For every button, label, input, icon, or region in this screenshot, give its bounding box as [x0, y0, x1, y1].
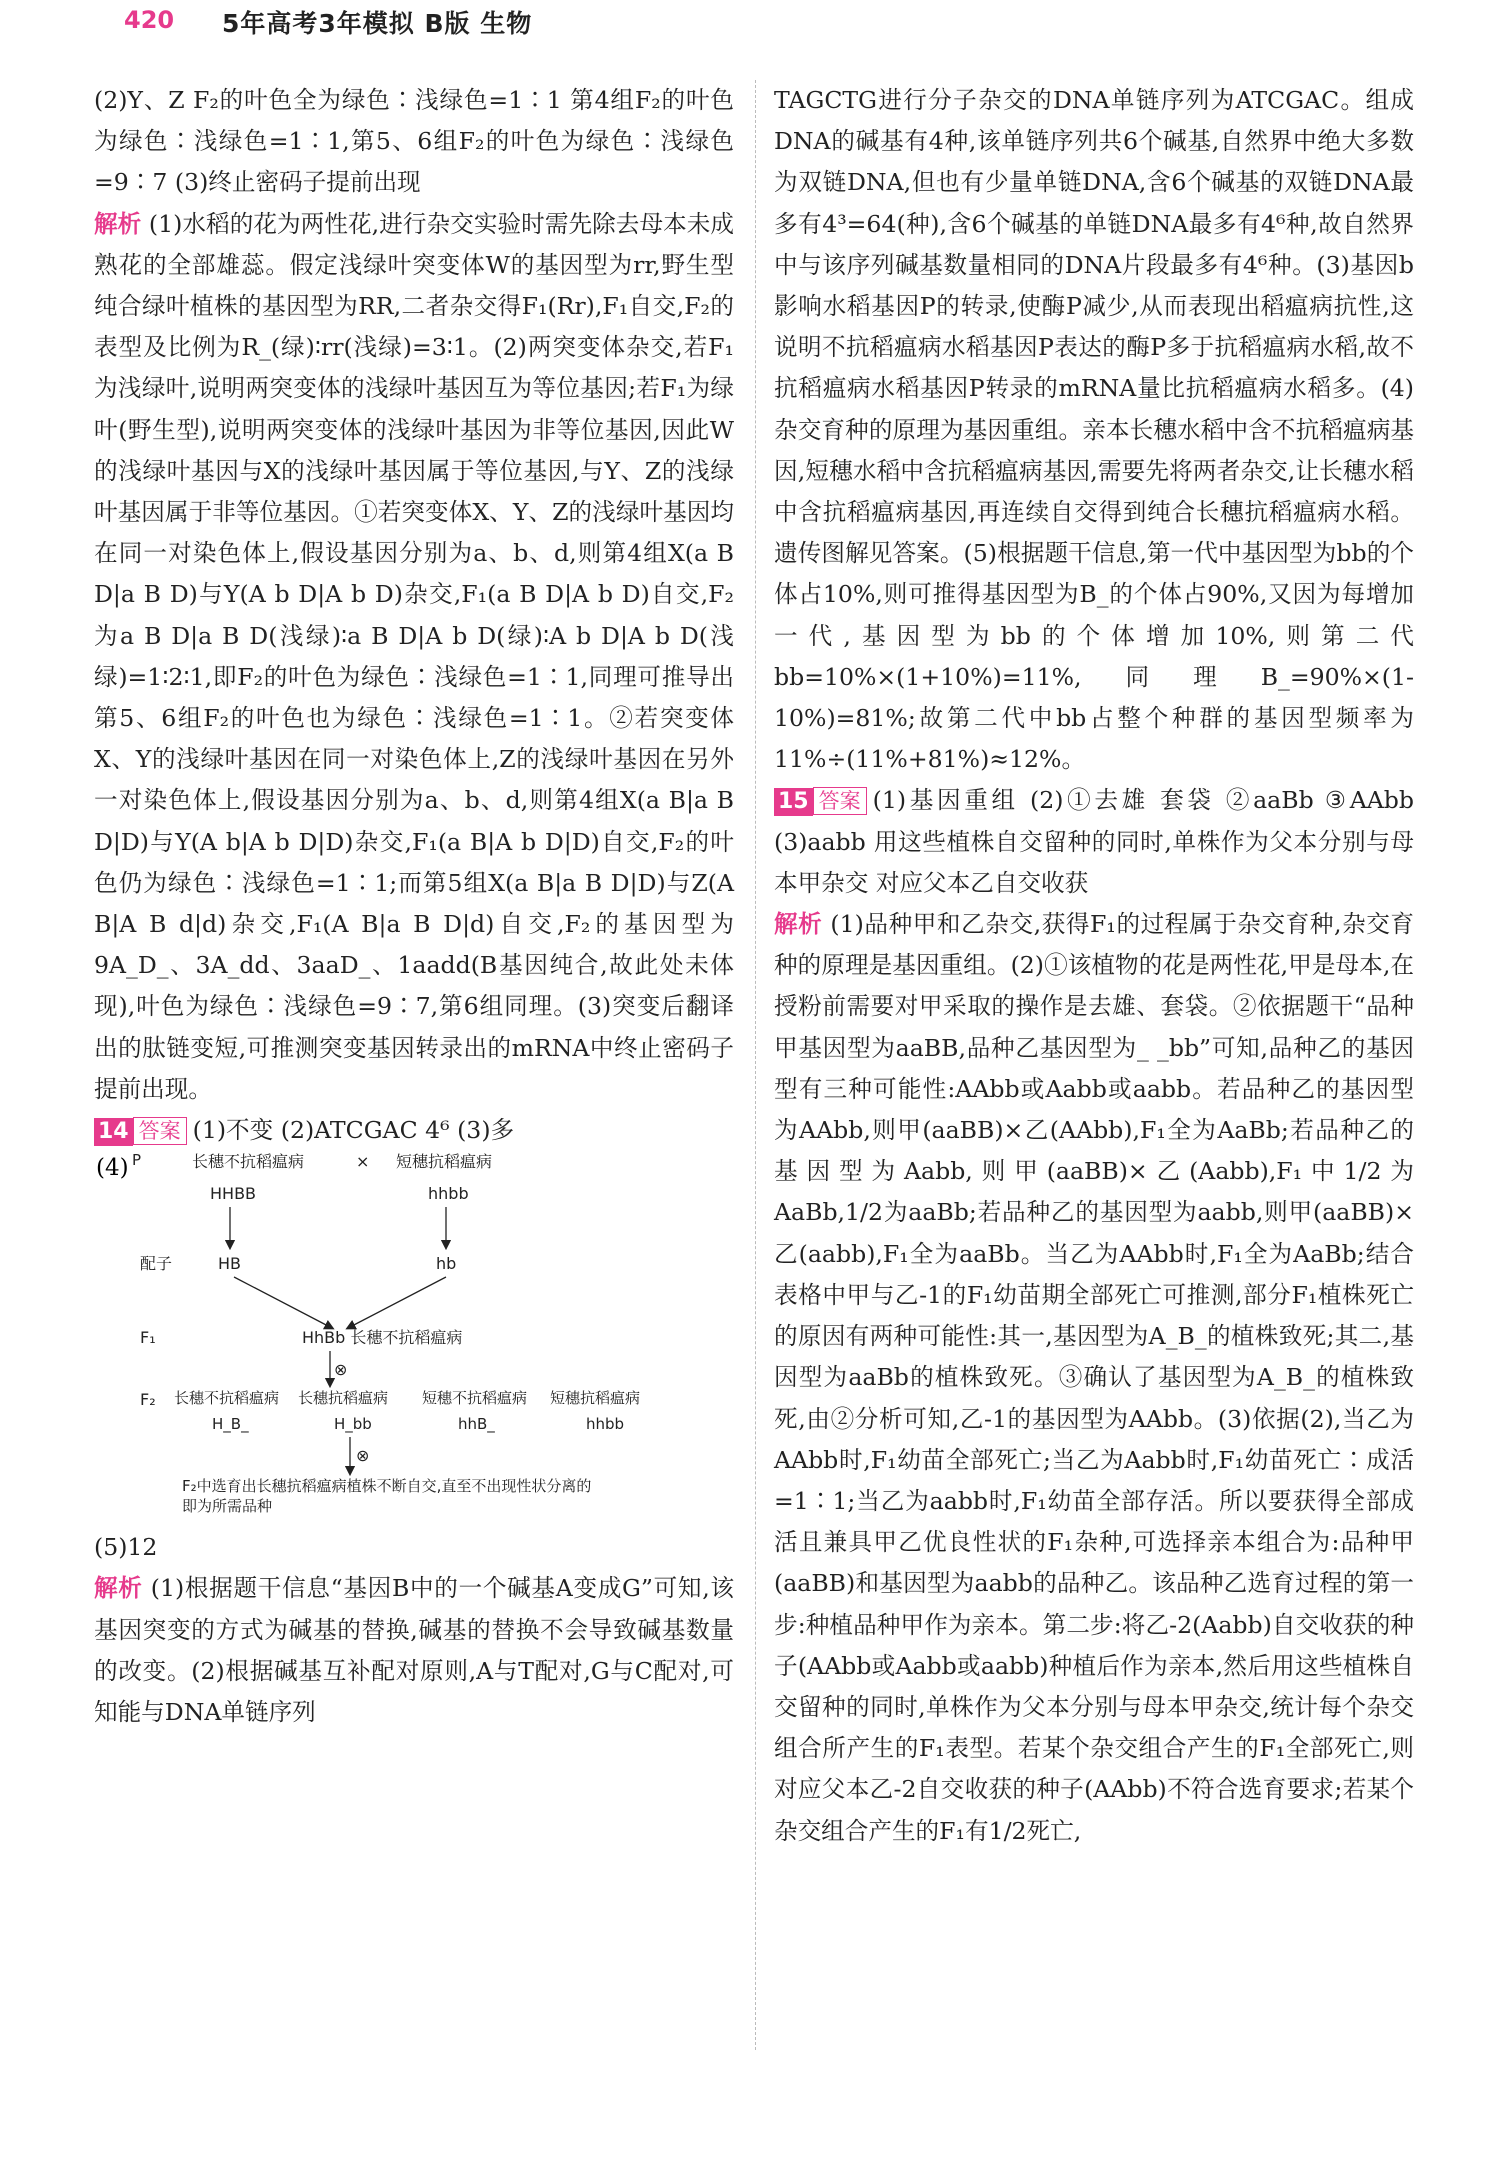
explanation-paragraph-2 — [94, 1568, 734, 1733]
explanation-label-3: 解析 — [774, 910, 823, 939]
q15-number-badge: 15 — [774, 788, 813, 816]
explanation-paragraph-3 — [774, 904, 1414, 1852]
arrow-gamete1-f1 — [234, 1277, 330, 1327]
explanation-label-2: 解析 — [94, 1574, 143, 1603]
f2-genotype-4: hhbb — [586, 1415, 625, 1434]
q14-answer-text: (1)不变 (2)ATCGAC 4⁶ (3)多 — [192, 1116, 515, 1145]
right-column — [774, 80, 1414, 1852]
selection-note-line2: 即为所需品种 — [182, 1497, 273, 1516]
q14-answer-label: 答案 — [133, 1117, 187, 1145]
cross-symbol: × — [356, 1153, 370, 1172]
f2-phenotype-3: 短穗不抗稻瘟病 — [422, 1389, 528, 1408]
page-number: 420 — [124, 6, 175, 34]
gamete2: hb — [436, 1254, 457, 1274]
left-column — [94, 80, 734, 1733]
explanation-label: 解析 — [94, 209, 142, 238]
f2-phenotype-4: 短穗抗稻瘟病 — [550, 1389, 641, 1408]
f2-genotype-3: hhB_ — [458, 1415, 495, 1434]
p-generation-label: P — [132, 1153, 142, 1170]
q15-answer-label: 答案 — [813, 787, 867, 815]
f2-phenotype-1: 长穗不抗稻瘟病 — [174, 1389, 280, 1408]
gamete-label: 配子 — [140, 1254, 173, 1274]
q14-answer-line — [94, 1110, 734, 1151]
parent2-phenotype: 短穗抗稻瘟病 — [396, 1153, 493, 1172]
f2-genotype-1: H_B_ — [212, 1415, 249, 1434]
self-cross-symbol: ⊗ — [334, 1360, 348, 1380]
f1-genotype-phenotype: HhBb 长穗不抗稻瘟病 — [302, 1328, 463, 1348]
f2-genotype-2: H_bb — [334, 1415, 372, 1434]
explanation-text: (1)水稻的花为两性花,进行杂交实验时需先除去母本未成熟花的全部雄蕊。假定浅绿叶突变体W的基因型为rr,野生型纯合绿叶植株的基因型为RR,二者杂交得F₁(Rr),F₁自交,F₂的表型及比例为R_(绿)∶rr(浅绿)=3∶1。(2)两突变体杂交,若F₁为浅绿叶,说明两突变体的浅绿叶基因互为等位基因;若F₁为绿叶(野生型),说明两突变体的浅绿叶基因为非等位基因,因此W的浅绿叶基因与X的浅绿叶基因属于等位基因,与Y、Z的浅绿叶基因属于非等位基因。①若突变体X、Y、Z的浅绿叶基因均在同一对染色体上,假设基因分别为a、b、d,则第4组X(a B D|a B D)与Y(A b D|A b D)杂交,F₁(a B D|A b D)自交,F₂为a B D|a B D(浅绿)∶a B D|A b D(绿)∶A b D|A b D(浅绿)=1∶2∶1,即F₂的叶色为绿色∶浅绿色=1∶1,同理可推导出第5、6组F₂的叶色也为绿色∶浅绿色=1∶1。②若突变体X、Y的浅绿叶基因在同一对染色体上,Z的浅绿叶基因在另外一对染色体上,假设基因分别为a、b、d,则第4组X(a B|a B D|D)与Y(A b|A b D|D)杂交,F₁(a B|A b D|D)自交,F₂的叶色仍为绿色∶浅绿色=1∶1;而第5组X(a B|a B D|D)与Z(A B|A B d|d)杂交,F₁(A B|a B D|d)自交,F₂的基因型为9A_D_、3A_dd、3aaD_、1aadd(B基因纯合,故此处未体现),叶色为绿色∶浅绿色=9∶7,第6组同理。(3)突变后翻译出的肽链变短,可推测突变基因转录出的mRNA中终止密码子提前出现。 — [94, 209, 735, 1103]
f2-phenotype-2: 长穗抗稻瘟病 — [298, 1389, 389, 1408]
f1-label: F₁ — [140, 1328, 156, 1348]
q14-part5-answer: (5)12 — [94, 1533, 158, 1562]
page-header — [0, 0, 1498, 50]
explanation-text-2: (1)根据题干信息“基因B中的一个碱基A变成G”可知,该基因突变的方式为碱基的替换,碱基的替换不会导致碱基数量的改变。(2)根据碱基互补配对原则,A与T配对,G与C配对,可知能与DNA单链序列 — [94, 1574, 734, 1727]
selection-note-line1: F₂中选育出长穗抗稻瘟病植株不断自交,直至不出现性状分离的 — [182, 1477, 592, 1496]
genetic-diagram-svg — [94, 1153, 734, 1523]
q14-part4-label: (4) — [96, 1155, 129, 1182]
q14-number-badge: 14 — [94, 1118, 133, 1146]
q15-answer-line — [774, 780, 1414, 904]
explanation-continued: TAGCTG进行分子杂交的DNA单链序列为ATCGAC。组成DNA的碱基有4种,该单链序列共6个碱基,自然界中绝大多数为双链DNA,但也有少量单链DNA,含6个碱基的双链DNA最多有4³=64(种),含6个碱基的单链DNA最多有4⁶种,故自然界中与该序列碱基数量相同的DNA片段最多有4⁶种。(3)基因b影响水稻基因P的转录,使酶P减少,从而表现出稻瘟病抗性,这说明不抗稻瘟病水稻基因P表达的酶P多于抗稻瘟病水稻,故不抗稻瘟病水稻基因P转录的mRNA量比抗稻瘟病水稻多。(4)杂交育种的原理为基因重组。亲本长穗水稻中含不抗稻瘟病基因,短穗水稻中含抗稻瘟病基因,需要先将两者杂交,让长穗水稻中含抗稻瘟病基因,再连续自交得到纯合长穗抗稻瘟病水稻。遗传图解见答案。(5)根据题干信息,第一代中基因型为bb的个体占10%,则可推得基因型为B_的个体占90%,又因为每增加一代,基因型为bb的个体增加10%,则第二代bb=10%×(1+10%)=11%,同理B_=90%×(1-10%)=81%;故第二代中bb占整个种群的基因型频率为11%÷(11%+81%)≈12%。 — [774, 86, 1414, 774]
explanation-text-3: (1)品种甲和乙杂交,获得F₁的过程属于杂交育种,杂交育种的原理是基因重组。(2)①该植物的花是两性花,甲是母本,在授粉前需要对甲采取的操作是去雄、套袋。②依据题干“品种甲基因型为aaBB,品种乙基因型为_ _bb”可知,品种乙的基因型有三种可能性:AAbb或Aabb或aabb。若品种乙的基因型为AAbb,则甲(aaBB)×乙(AAbb),F₁全为AaBb;若品种乙的基因型为Aabb,则甲(aaBB)×乙(Aabb),F₁中1/2为AaBb,1/2为aaBb;若品种乙的基因型为aabb,则甲(aaBB)×乙(aabb),F₁全为aaBb。当乙为AAbb时,F₁全为AaBb;结合表格中甲与乙-1的F₁幼苗期全部死亡可推测,部分F₁植株死亡的原因有两种可能性:其一,基因型为A_B_的植株致死;其二,基因型为aaBb的植株致死。③确认了基因型为A_B_的植株致死,由②分析可知,乙-1的基因型为AAbb。(3)依据(2),当乙为AAbb时,F₁幼苗全部死亡;当乙为Aabb时,F₁幼苗死亡∶成活=1∶1;当乙为aabb时,F₁幼苗全部存活。所以要获得全部成活且兼具甲乙优良性状的F₁杂种,可选择亲本组合为:品种甲(aaBB)和基因型为aabb的品种乙。该品种乙选育过程的第一步:种植品种甲作为亲本。第二步:将乙-2(Aabb)自交收获的种子(AAbb或Aabb或aabb)种植后作为亲本,然后用这些植株自交留种的同时,单株作为父本分别与母本甲杂交,统计每个杂交组合所产生的F₁表型。若某个杂交组合产生的F₁全部死亡,则对应父本乙-2自交收获的种子(AAbb)不符合选育要求;若某个杂交组合产生的F₁有1/2死亡, — [774, 910, 1414, 1845]
parent2-genotype: hhbb — [428, 1184, 469, 1204]
book-title: 5年高考3年模拟 B版 生物 — [222, 9, 533, 38]
parent1-genotype: HHBB — [210, 1184, 257, 1204]
q15-answer-text: (1)基因重组 (2)①去雄 套袋 ②aaBb ③AAbb (3)aabb 用这些植株自交留种的同时,单株作为父本分别与母本甲杂交 对应父本乙自交收获 — [774, 786, 1414, 897]
explanation-paragraph — [94, 204, 734, 1110]
answer-paragraph: (2)Y、Z F₂的叶色全为绿色∶浅绿色=1∶1 第4组F₂的叶色为绿色∶浅绿色=1∶1,第5、6组F₂的叶色为绿色∶浅绿色=9∶7 (3)终止密码子提前出现 — [94, 86, 734, 197]
arrow-gamete2-f1 — [350, 1277, 446, 1327]
gamete1: HB — [218, 1254, 242, 1274]
column-divider — [755, 80, 757, 2050]
f2-label: F₂ — [140, 1390, 156, 1410]
genetic-diagram — [94, 1153, 734, 1523]
parent1-phenotype: 长穗不抗稻瘟病 — [192, 1153, 305, 1172]
self-cross-symbol-2: ⊗ — [356, 1446, 370, 1466]
